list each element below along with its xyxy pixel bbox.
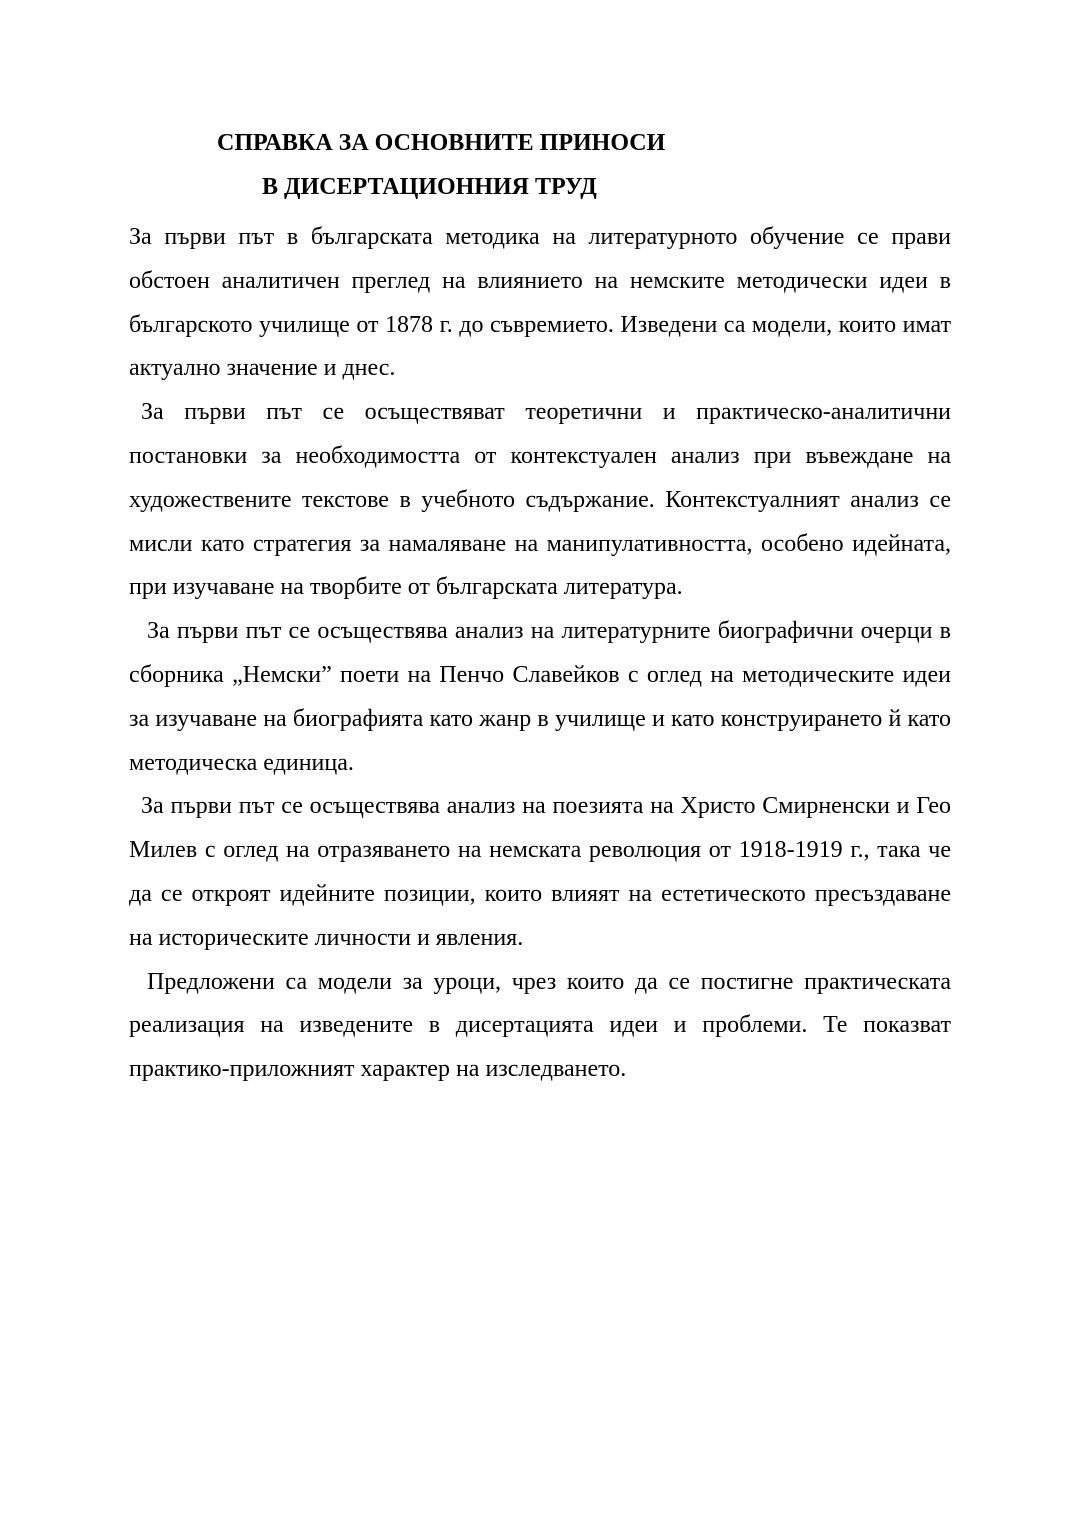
document-title-line-1: СПРАВКА ЗА ОСНОВНИТЕ ПРИНОСИ: [217, 130, 666, 156]
paragraph-3: За първи път се осъществява анализ на литературните биографични очерци в сборника „Немски” поети на Пенчо Славейков с оглед на методическите идеи за изучаване на биографията като жанр в училище и като конструирането й като методическа единица.: [129, 618, 951, 776]
paragraph-1: За първи път в българската методика на литературното обучение се прави обстоен аналитичен преглед на влиянието на немските методически идеи в българското училище от 1878 г. до съвремието. Изведени са модели, които имат актуално значение и днес.: [129, 224, 951, 382]
paragraph-2: За първи път се осъществяват теоретични и практическо-аналитични постановки за необходимостта от контекстуален анализ при въвеждане на художествените текстове в учебното съдържание. Контекстуалният анализ се мисли като стратегия за намаляване на манипулативността, особено идейната, при изучаване на творбите от българската литература.: [129, 399, 951, 601]
paragraph-4: За първи път се осъществява анализ на поезията на Христо Смирненски и Гео Милев с оглед на отразяването на немската революция от 1918-1919 г., така че да се откроят идейните позиции, които влияят на естетическото пресъздаване на историческите личности и явления.: [129, 793, 951, 951]
document-body: [129, 216, 951, 1092]
paragraph-5: Предложени са модели за уроци, чрез които да се постигне практическата реализация на изведените в дисертацията идеи и проблеми. Те показват практико-приложният характер на изследването.: [129, 968, 951, 1083]
document-title-line-2: В ДИСЕРТАЦИОННИЯ ТРУД: [262, 174, 597, 200]
